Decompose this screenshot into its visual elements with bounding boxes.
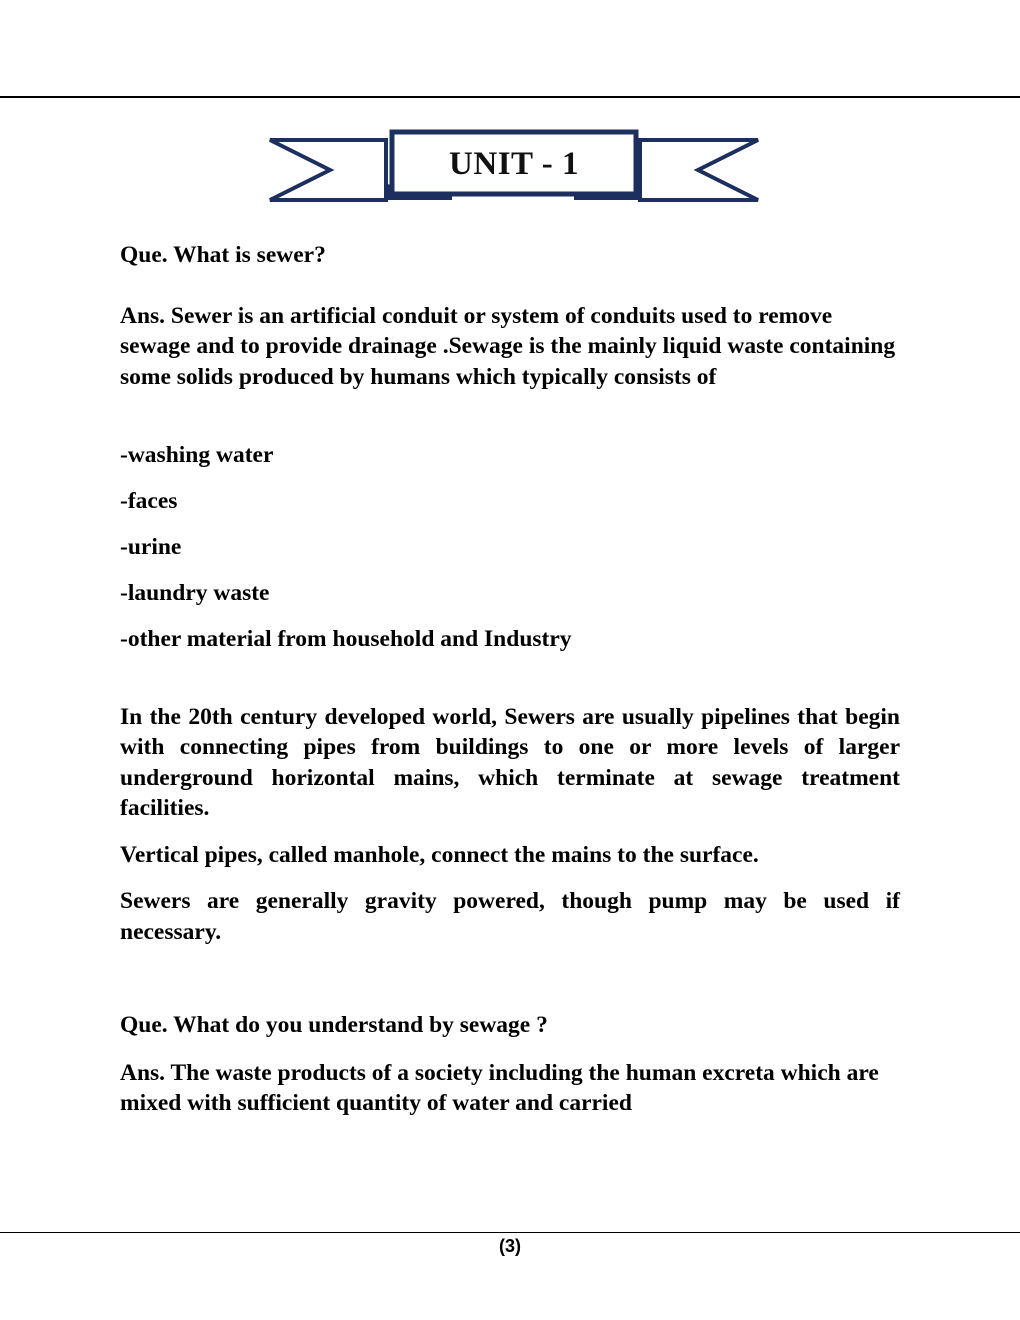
unit-banner — [262, 124, 762, 210]
question-sewer: Que. What is sewer? — [120, 242, 326, 268]
unit-title: UNIT - 1 — [449, 145, 579, 182]
paragraph-sewer-pipelines: In the 20th century developed world, Sewers are usually pipelines that begin with connecting pipes from buildings to one or more levels of larger underground horizontal mains, which terminate at sewage treatment facilities. — [120, 703, 900, 821]
header-rule — [0, 96, 1020, 98]
paragraph-gravity: Sewers are generally gravity powered, though pump may be used if necessary. — [120, 888, 900, 945]
page-number: (3) — [499, 1236, 521, 1256]
paragraph-manhole: Vertical pipes, called manhole, connect the mains to the surface. — [120, 841, 759, 868]
list-item: -washing water — [120, 442, 274, 468]
answer-sewer: Ans. Sewer is an artificial conduit or system of conduits used to remove sewage and to provide drainage .Sewage is the mainly liquid waste containing some solids produced by humans which typically consists of — [120, 302, 896, 390]
question-sewage: Que. What do you understand by sewage ? — [120, 1012, 548, 1038]
answer-sewage: Ans. The waste products of a society including the human excreta which are mixed with sufficient quantity of water and carried — [120, 1059, 879, 1116]
list-item: -urine — [120, 534, 182, 560]
document-body — [120, 240, 900, 1119]
footer-rule — [0, 1232, 1020, 1233]
list-item: -other material from household and Industry — [120, 626, 572, 652]
list-item: -faces — [120, 488, 178, 514]
list-item: -laundry waste — [120, 580, 270, 606]
